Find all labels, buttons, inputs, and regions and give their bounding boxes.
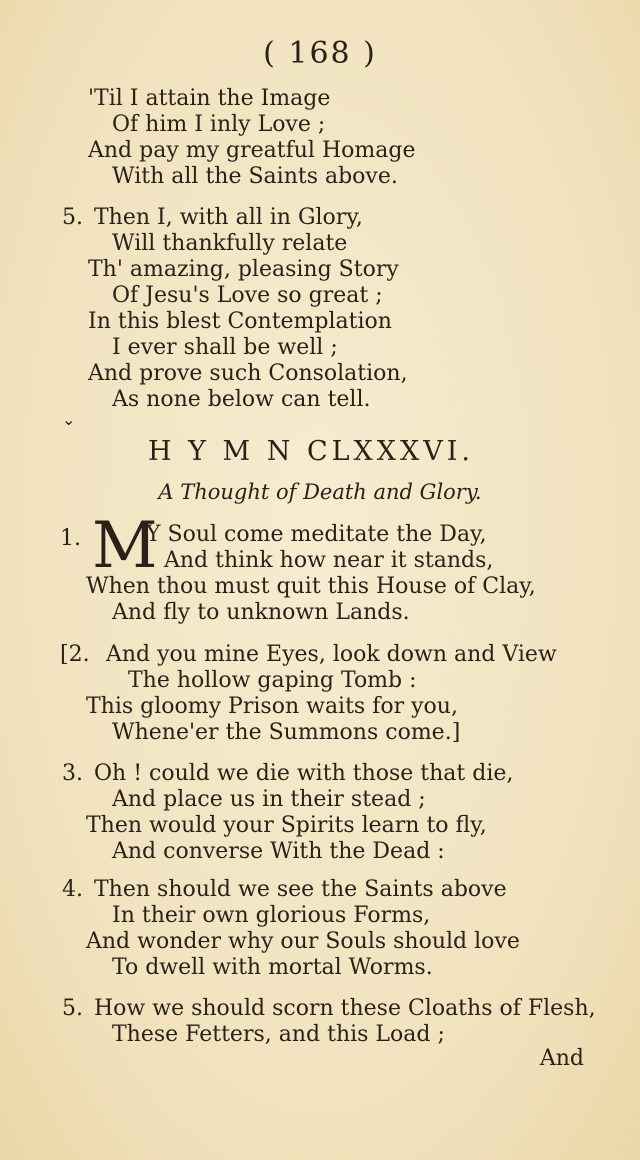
verse-line: The hollow gaping Tomb : [128,668,417,693]
verse-line: These Fetters, and this Load ; [112,1022,445,1047]
verse-line: When thou must quit this House of Clay, [86,574,536,599]
verse-line: Oh ! could we die with those that die, [94,761,514,786]
verse-line: I ever shall be well ; [112,335,338,360]
verse-line: In their own glorious Forms, [112,903,431,928]
verse-line: And fly to unknown Lands. [112,600,410,625]
verse-line: In this blest Contemplation [88,309,392,334]
verse-number: 5. [62,996,83,1021]
verse-line: And converse With the Dead : [112,839,445,864]
drop-cap: M [92,509,158,583]
verse-number: 5. [62,205,83,230]
verse-line: With all the Saints above. [112,164,398,189]
verse-line: As none below can tell. [112,387,371,412]
verse-line: Will thankfully relate [112,231,348,256]
verse-line: Of him I inly Love ; [112,112,326,137]
verse-line: And pay my greatful Homage [88,138,416,163]
verse-line: Y Soul come meditate the Day, [146,522,487,547]
verse-number: 4. [62,877,83,902]
verse-line: 'Til I attain the Image [88,86,331,111]
verse-line: And prove such Consolation, [88,361,408,386]
hymn-title: H Y M N CLXXXVI. [148,436,474,467]
verse-line: And think how near it stands, [164,548,494,573]
margin-mark: ⌄ [62,410,76,429]
verse-line: Th' amazing, pleasing Story [88,257,399,282]
verse-line: How we should scorn these Cloaths of Flesh, [94,996,596,1021]
page-number: ( 168 ) [263,36,377,71]
hymn-subtitle: A Thought of Death and Glory. [158,480,482,504]
verse-line: Then I, with all in Glory, [94,205,363,230]
verse-line: Whene'er the Summons come.] [112,720,461,745]
verse-line: And place us in their stead ; [112,787,426,812]
verse-number: 1. [60,526,81,551]
verse-line: And you mine Eyes, look down and View [106,642,557,667]
verse-line: Then should we see the Saints above [94,877,507,902]
verse-line: And wonder why our Souls should love [86,929,520,954]
verse-line: This gloomy Prison waits for you, [86,694,458,719]
verse-line: Then would your Spirits learn to fly, [86,813,487,838]
catchword: And [539,1046,584,1071]
verse-number: [2. [60,642,90,667]
verse-line: To dwell with mortal Worms. [112,955,433,980]
verse-line: Of Jesu's Love so great ; [112,283,383,308]
verse-number: 3. [62,761,83,786]
